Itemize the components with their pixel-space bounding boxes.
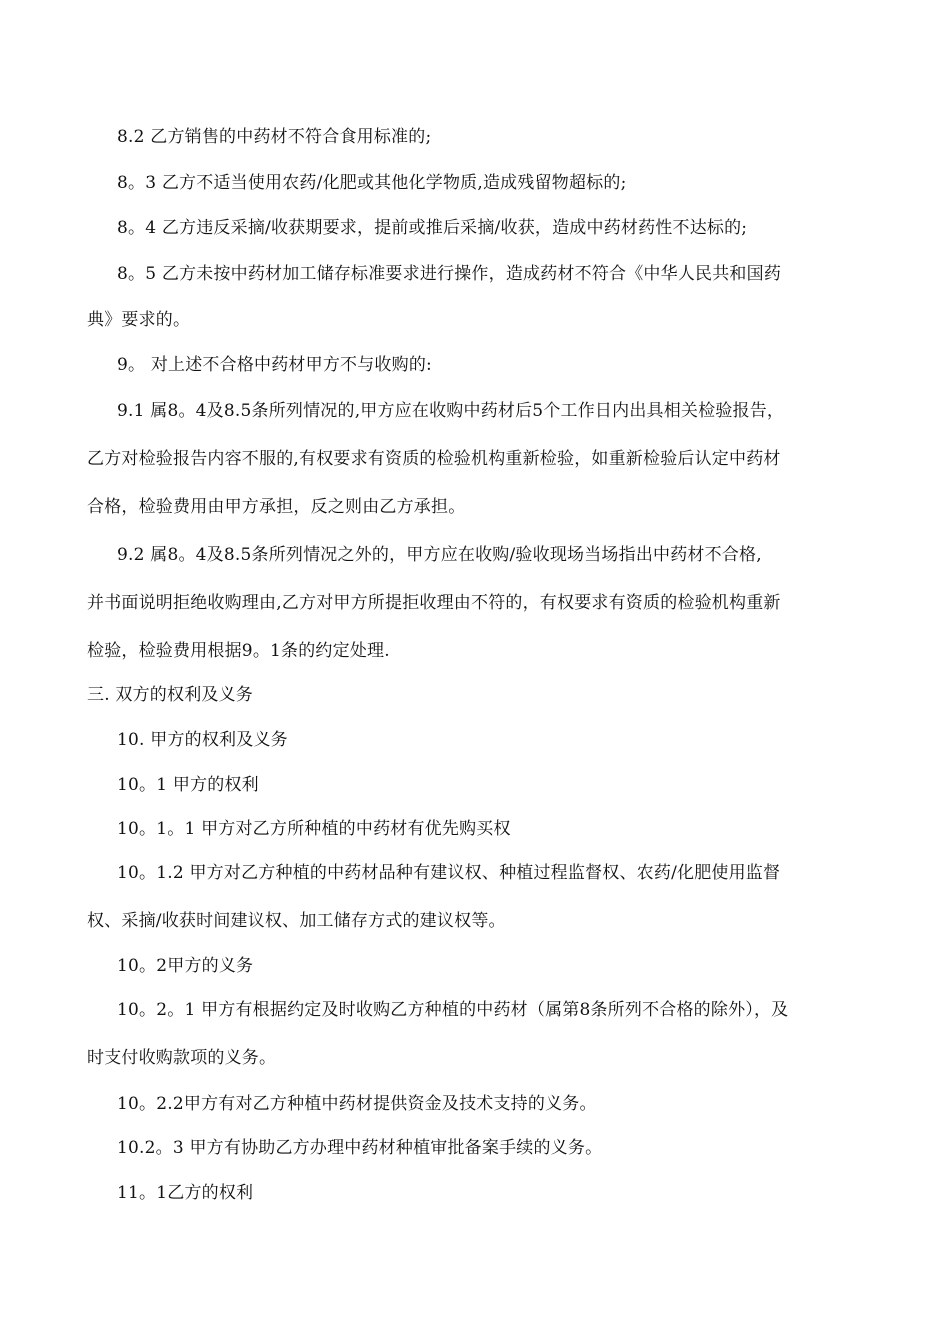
clause-10: 10. 甲方的权利及义务 bbox=[117, 730, 288, 750]
clause-10-1: 10。1 甲方的权利 bbox=[117, 775, 259, 795]
clause-8-5: 8。5 乙方未按中药材加工储存标准要求进行操作，造成药材不符合《中华人民共和国药 bbox=[117, 264, 782, 284]
clause-9-1: 9.1 属8。4及8.5条所列情况的,甲方应在收购中药材后5个工作日内出具相关检验报告， bbox=[117, 401, 785, 421]
clause-9: 9。 对上述不合格中药材甲方不与收购的: bbox=[117, 355, 432, 375]
clause-10-2: 10。2甲方的义务 bbox=[117, 956, 254, 976]
clause-9-1-continuation-2: 合格，检验费用由甲方承担，反之则由乙方承担。 bbox=[87, 497, 466, 517]
clause-8-2: 8.2 乙方销售的中药材不符合食用标准的; bbox=[117, 127, 432, 147]
clause-8-3: 8。3 乙方不适当使用农药/化肥或其他化学物质,造成残留物超标的; bbox=[117, 173, 627, 193]
clause-10-2-2: 10。2.2甲方有对乙方种植中药材提供资金及技术支持的义务。 bbox=[117, 1094, 597, 1114]
clause-9-2-continuation-2: 检验，检验费用根据9。1条的约定处理. bbox=[87, 641, 390, 661]
clause-10-1-2-continuation: 权、采摘/收获时间建议权、加工储存方式的建议权等。 bbox=[87, 911, 506, 931]
clause-10-2-1: 10。2。1 甲方有根据约定及时收购乙方种植的中药材（属第8条所列不合格的除外），及 bbox=[117, 1000, 789, 1020]
clause-9-2: 9.2 属8。4及8.5条所列情况之外的，甲方应在收购/验收现场当场指出中药材不合格, bbox=[117, 545, 762, 565]
clause-11-1: 11。1乙方的权利 bbox=[117, 1183, 254, 1203]
clause-9-1-continuation-1: 乙方对检验报告内容不服的,有权要求有资质的检验机构重新检验，如重新检验后认定中药材 bbox=[87, 449, 781, 469]
clause-10-1-2: 10。1.2 甲方对乙方种植的中药材品种有建议权、种植过程监督权、农药/化肥使用监督 bbox=[117, 863, 781, 883]
clause-10-2-3: 10.2。3 甲方有协助乙方办理中药材种植审批备案手续的义务。 bbox=[117, 1138, 603, 1158]
section-3-heading: 三. 双方的权利及义务 bbox=[87, 685, 254, 705]
clause-8-4: 8。4 乙方违反采摘/收获期要求，提前或推后采摘/收获，造成中药材药性不达标的; bbox=[117, 218, 748, 238]
clause-10-1-1: 10。1。1 甲方对乙方所种植的中药材有优先购买权 bbox=[117, 819, 511, 839]
clause-8-5-continuation: 典》要求的。 bbox=[87, 310, 191, 330]
clause-10-2-1-continuation: 时支付收购款项的义务。 bbox=[87, 1048, 277, 1068]
clause-9-2-continuation-1: 并书面说明拒绝收购理由,乙方对甲方所提拒收理由不符的，有权要求有资质的检验机构重新 bbox=[87, 593, 781, 613]
